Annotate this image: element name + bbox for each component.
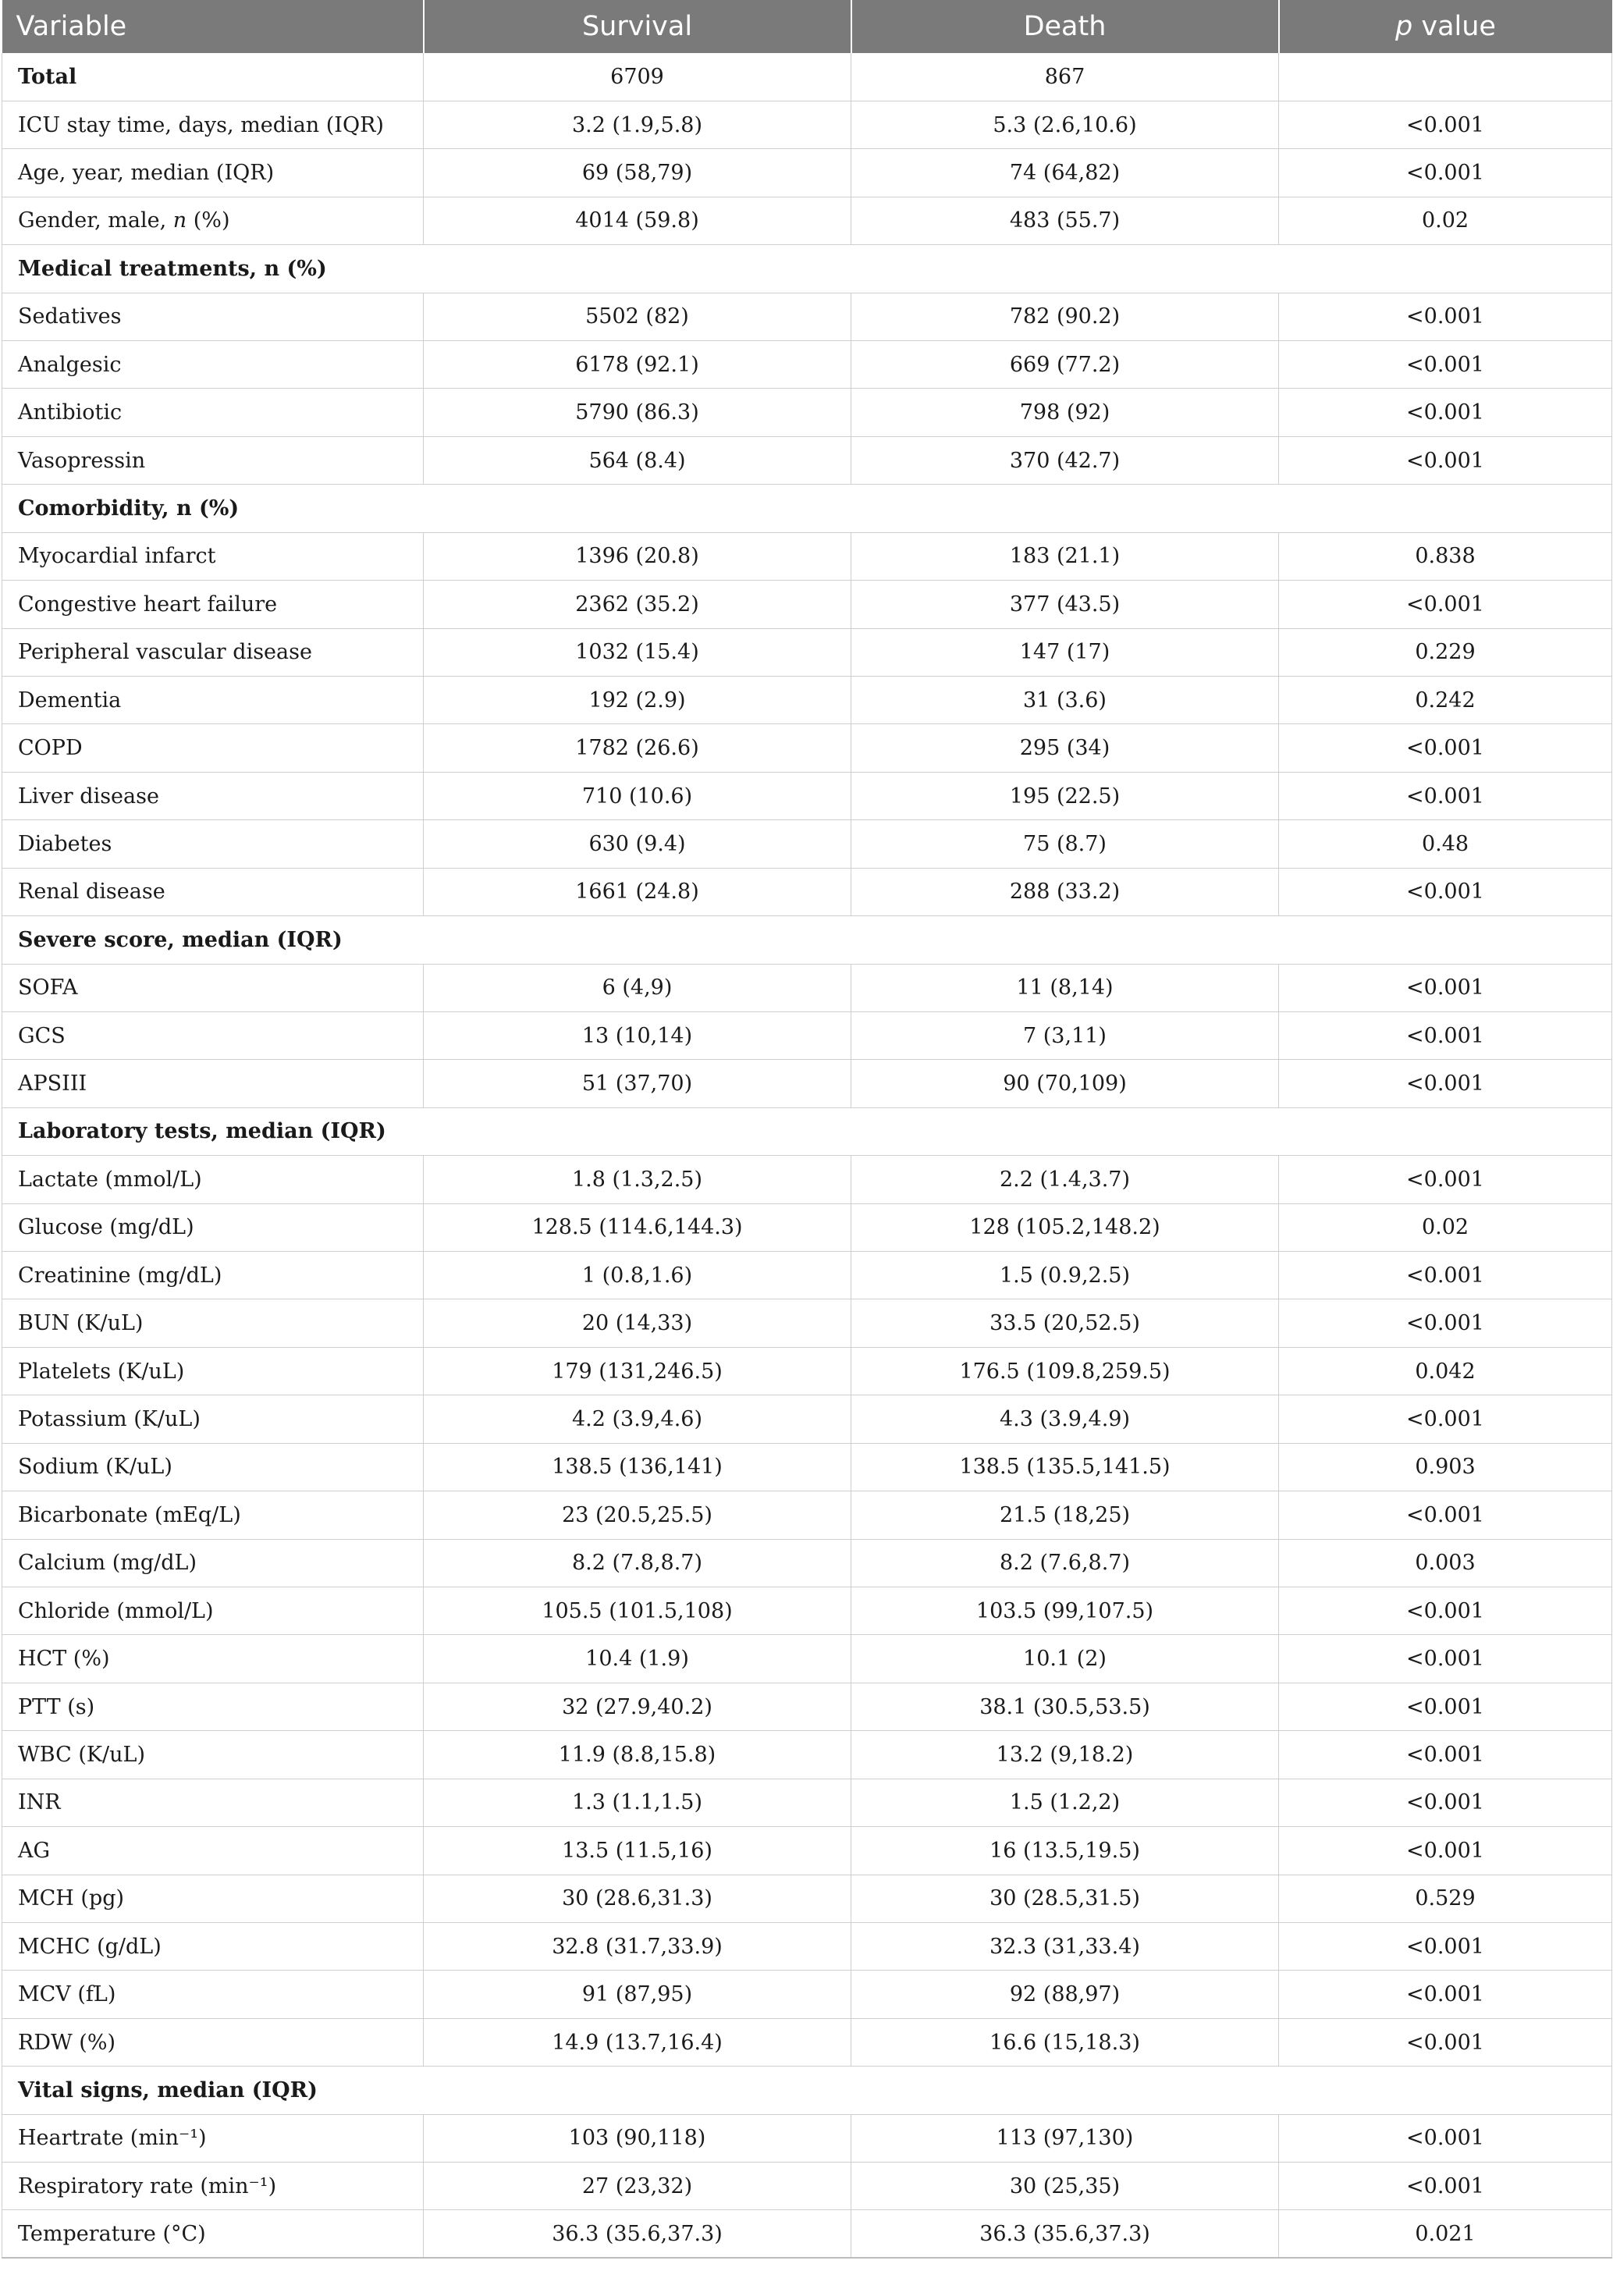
p-value-cell: 0.02 xyxy=(1279,1203,1612,1251)
table-row xyxy=(2,197,1612,244)
p-value-cell: <0.001 xyxy=(1279,868,1612,915)
death-cell: 138.5 (135.5,141.5) xyxy=(851,1443,1279,1491)
table-row xyxy=(2,1060,1612,1107)
variable-cell: Peripheral vascular disease xyxy=(2,628,424,676)
variable-cell: Myocardial infarct xyxy=(2,532,424,580)
p-value-cell: <0.001 xyxy=(1279,1731,1612,1779)
p-value-cell: <0.001 xyxy=(1279,1971,1612,2018)
survival-cell: 32.8 (31.7,33.9) xyxy=(424,1922,851,1970)
survival-cell: 192 (2.9) xyxy=(424,676,851,723)
variable-cell: COPD xyxy=(2,724,424,772)
table-row xyxy=(2,1635,1612,1683)
variable-cell: Bicarbonate (mEq/L) xyxy=(2,1491,424,1539)
table-row xyxy=(2,724,1612,772)
survival-cell: 5502 (82) xyxy=(424,293,851,340)
variable-cell: Antibiotic xyxy=(2,389,424,436)
death-cell: 36.3 (35.6,37.3) xyxy=(851,2210,1279,2258)
death-cell: 798 (92) xyxy=(851,389,1279,436)
variable-cell xyxy=(2,197,424,244)
death-cell: 1.5 (0.9,2.5) xyxy=(851,1252,1279,1299)
death-cell: 30 (28.5,31.5) xyxy=(851,1875,1279,1922)
p-value-cell: <0.001 xyxy=(1279,2114,1612,2162)
death-cell: 370 (42.7) xyxy=(851,436,1279,484)
survival-cell: 23 (20.5,25.5) xyxy=(424,1491,851,1539)
table-row xyxy=(2,1683,1612,1730)
variable-cell: RDW (%) xyxy=(2,2018,424,2066)
death-cell: 377 (43.5) xyxy=(851,581,1279,628)
p-value-cell: <0.001 xyxy=(1279,1299,1612,1347)
section-header-row xyxy=(2,916,1612,964)
table-row xyxy=(2,820,1612,868)
p-value-cell: <0.001 xyxy=(1279,436,1612,484)
table-row xyxy=(2,1779,1612,1826)
death-cell: 31 (3.6) xyxy=(851,676,1279,723)
table-row xyxy=(2,1971,1612,2018)
death-cell: 90 (70,109) xyxy=(851,1060,1279,1107)
death-cell: 2.2 (1.4,3.7) xyxy=(851,1156,1279,1203)
table-row xyxy=(2,293,1612,340)
variable-cell: Sodium (K/uL) xyxy=(2,1443,424,1491)
survival-cell: 2362 (35.2) xyxy=(424,581,851,628)
variable-cell: HCT (%) xyxy=(2,1635,424,1683)
section-header-row xyxy=(2,485,1612,532)
baseline-characteristics-table xyxy=(2,0,1612,2259)
death-cell: 183 (21.1) xyxy=(851,532,1279,580)
p-value-cell: 0.242 xyxy=(1279,676,1612,723)
table-row xyxy=(2,1875,1612,1922)
survival-cell: 4014 (59.8) xyxy=(424,197,851,244)
section-label: Laboratory tests, median (IQR) xyxy=(2,1107,1612,1155)
table-row xyxy=(2,149,1612,197)
survival-cell: 105.5 (101.5,108) xyxy=(424,1587,851,1635)
p-value-cell: <0.001 xyxy=(1279,1395,1612,1443)
p-value-cell: <0.001 xyxy=(1279,389,1612,436)
variable-cell: Total xyxy=(2,53,424,101)
survival-cell: 91 (87,95) xyxy=(424,1971,851,2018)
variable-cell: SOFA xyxy=(2,964,424,1011)
p-value-cell: <0.001 xyxy=(1279,724,1612,772)
table-row xyxy=(2,964,1612,1011)
table-row xyxy=(2,676,1612,723)
p-value-cell: 0.838 xyxy=(1279,532,1612,580)
variable-cell: Liver disease xyxy=(2,772,424,819)
survival-cell: 69 (58,79) xyxy=(424,149,851,197)
death-cell: 288 (33.2) xyxy=(851,868,1279,915)
variable-cell: MCHC (g/dL) xyxy=(2,1922,424,1970)
death-cell: 11 (8,14) xyxy=(851,964,1279,1011)
p-value-cell: <0.001 xyxy=(1279,1827,1612,1875)
death-cell: 33.5 (20,52.5) xyxy=(851,1299,1279,1347)
p-value-cell: <0.001 xyxy=(1279,2163,1612,2210)
variable-cell: INR xyxy=(2,1779,424,1826)
survival-cell: 6178 (92.1) xyxy=(424,341,851,389)
variable-cell: WBC (K/uL) xyxy=(2,1731,424,1779)
p-value-cell xyxy=(1279,53,1612,101)
table-row xyxy=(2,581,1612,628)
p-value-cell: <0.001 xyxy=(1279,1635,1612,1683)
p-value-cell: 0.021 xyxy=(1279,2210,1612,2258)
variable-cell: Glucose (mg/dL) xyxy=(2,1203,424,1251)
death-cell: 4.3 (3.9,4.9) xyxy=(851,1395,1279,1443)
variable-cell: Temperature (°C) xyxy=(2,2210,424,2258)
survival-cell: 1.8 (1.3,2.5) xyxy=(424,1156,851,1203)
total-row xyxy=(2,53,1612,101)
p-value-cell: <0.001 xyxy=(1279,1252,1612,1299)
table-header xyxy=(2,0,1612,53)
death-cell: 483 (55.7) xyxy=(851,197,1279,244)
p-value-cell: <0.001 xyxy=(1279,1683,1612,1730)
death-cell: 32.3 (31,33.4) xyxy=(851,1922,1279,1970)
survival-cell: 3.2 (1.9,5.8) xyxy=(424,101,851,148)
variable-cell: Chloride (mmol/L) xyxy=(2,1587,424,1635)
variable-cell: Respiratory rate (min⁻¹) xyxy=(2,2163,424,2210)
death-cell: 1.5 (1.2,2) xyxy=(851,1779,1279,1826)
table-row xyxy=(2,628,1612,676)
p-value-cell: <0.001 xyxy=(1279,101,1612,148)
survival-cell: 630 (9.4) xyxy=(424,820,851,868)
table-row xyxy=(2,1827,1612,1875)
header-row xyxy=(2,0,1612,53)
survival-cell: 13 (10,14) xyxy=(424,1011,851,1059)
variable-cell: MCH (pg) xyxy=(2,1875,424,1922)
p-value-cell: <0.001 xyxy=(1279,1011,1612,1059)
section-header-row xyxy=(2,1107,1612,1155)
table-row xyxy=(2,1011,1612,1059)
death-cell: 128 (105.2,148.2) xyxy=(851,1203,1279,1251)
survival-cell: 27 (23,32) xyxy=(424,2163,851,2210)
table-row xyxy=(2,1539,1612,1587)
variable-label-italic: n xyxy=(172,208,187,233)
variable-label-pre: Gender, male, xyxy=(18,208,173,233)
table-row xyxy=(2,101,1612,148)
table-row xyxy=(2,1395,1612,1443)
variable-cell: AG xyxy=(2,1827,424,1875)
survival-cell: 8.2 (7.8,8.7) xyxy=(424,1539,851,1587)
death-cell: 75 (8.7) xyxy=(851,820,1279,868)
variable-label-post: (%) xyxy=(187,208,230,233)
death-cell: 16.6 (15,18.3) xyxy=(851,2018,1279,2066)
table-row xyxy=(2,1731,1612,1779)
survival-cell: 6 (4,9) xyxy=(424,964,851,1011)
p-value-cell: <0.001 xyxy=(1279,1060,1612,1107)
p-value-cell: <0.001 xyxy=(1279,964,1612,1011)
table-row xyxy=(2,1299,1612,1347)
death-cell: 13.2 (9,18.2) xyxy=(851,1731,1279,1779)
variable-cell: MCV (fL) xyxy=(2,1971,424,2018)
survival-cell: 564 (8.4) xyxy=(424,436,851,484)
table-row xyxy=(2,2114,1612,2162)
section-header-row xyxy=(2,2067,1612,2114)
p-value-cell: <0.001 xyxy=(1279,1922,1612,1970)
p-value-cell: <0.001 xyxy=(1279,2018,1612,2066)
table-row xyxy=(2,389,1612,436)
header-variable: Variable xyxy=(2,0,424,53)
variable-cell: Renal disease xyxy=(2,868,424,915)
death-cell: 867 xyxy=(851,53,1279,101)
table-row xyxy=(2,2210,1612,2258)
header-survival: Survival xyxy=(424,0,851,53)
survival-cell: 710 (10.6) xyxy=(424,772,851,819)
header-p-italic: p xyxy=(1395,11,1413,42)
survival-cell: 51 (37,70) xyxy=(424,1060,851,1107)
p-value-cell: <0.001 xyxy=(1279,1491,1612,1539)
variable-cell: GCS xyxy=(2,1011,424,1059)
death-cell: 782 (90.2) xyxy=(851,293,1279,340)
variable-cell: PTT (s) xyxy=(2,1683,424,1730)
p-value-cell: <0.001 xyxy=(1279,293,1612,340)
survival-cell: 1032 (15.4) xyxy=(424,628,851,676)
survival-cell: 1782 (26.6) xyxy=(424,724,851,772)
p-value-cell: <0.001 xyxy=(1279,772,1612,819)
variable-cell: APSIII xyxy=(2,1060,424,1107)
death-cell: 38.1 (30.5,53.5) xyxy=(851,1683,1279,1730)
table-row xyxy=(2,2018,1612,2066)
death-cell: 176.5 (109.8,259.5) xyxy=(851,1347,1279,1395)
survival-cell: 20 (14,33) xyxy=(424,1299,851,1347)
p-value-cell: 0.48 xyxy=(1279,820,1612,868)
section-label: Comorbidity, n (%) xyxy=(2,485,1612,532)
p-value-cell: <0.001 xyxy=(1279,341,1612,389)
death-cell: 16 (13.5,19.5) xyxy=(851,1827,1279,1875)
survival-cell: 5790 (86.3) xyxy=(424,389,851,436)
survival-cell: 103 (90,118) xyxy=(424,2114,851,2162)
variable-cell: Diabetes xyxy=(2,820,424,868)
variable-cell: Age, year, median (IQR) xyxy=(2,149,424,197)
survival-cell: 11.9 (8.8,15.8) xyxy=(424,1731,851,1779)
survival-cell: 1.3 (1.1,1.5) xyxy=(424,1779,851,1826)
p-value-cell: 0.042 xyxy=(1279,1347,1612,1395)
table-row xyxy=(2,2163,1612,2210)
variable-cell: Lactate (mmol/L) xyxy=(2,1156,424,1203)
p-value-cell: 0.02 xyxy=(1279,197,1612,244)
variable-cell: Platelets (K/uL) xyxy=(2,1347,424,1395)
header-p-value xyxy=(1279,0,1612,53)
header-death: Death xyxy=(851,0,1279,53)
table-row xyxy=(2,532,1612,580)
section-label: Medical treatments, n (%) xyxy=(2,245,1612,293)
p-value-cell: 0.903 xyxy=(1279,1443,1612,1491)
p-value-cell: 0.003 xyxy=(1279,1539,1612,1587)
table-row xyxy=(2,1252,1612,1299)
death-cell: 113 (97,130) xyxy=(851,2114,1279,2162)
death-cell: 5.3 (2.6,10.6) xyxy=(851,101,1279,148)
survival-cell: 1396 (20.8) xyxy=(424,532,851,580)
table-row xyxy=(2,772,1612,819)
survival-cell: 13.5 (11.5,16) xyxy=(424,1827,851,1875)
p-value-cell: <0.001 xyxy=(1279,581,1612,628)
table-row xyxy=(2,1443,1612,1491)
p-value-cell: 0.529 xyxy=(1279,1875,1612,1922)
section-header-row xyxy=(2,245,1612,293)
table-row xyxy=(2,1491,1612,1539)
survival-cell: 30 (28.6,31.3) xyxy=(424,1875,851,1922)
variable-cell: Creatinine (mg/dL) xyxy=(2,1252,424,1299)
death-cell: 74 (64,82) xyxy=(851,149,1279,197)
survival-cell: 32 (27.9,40.2) xyxy=(424,1683,851,1730)
variable-cell: Potassium (K/uL) xyxy=(2,1395,424,1443)
survival-cell: 4.2 (3.9,4.6) xyxy=(424,1395,851,1443)
survival-cell: 179 (131,246.5) xyxy=(424,1347,851,1395)
death-cell: 30 (25,35) xyxy=(851,2163,1279,2210)
survival-cell: 1 (0.8,1.6) xyxy=(424,1252,851,1299)
variable-cell: Calcium (mg/dL) xyxy=(2,1539,424,1587)
death-cell: 8.2 (7.6,8.7) xyxy=(851,1539,1279,1587)
variable-cell: ICU stay time, days, median (IQR) xyxy=(2,101,424,148)
table-row xyxy=(2,341,1612,389)
table-row xyxy=(2,436,1612,484)
death-cell: 103.5 (99,107.5) xyxy=(851,1587,1279,1635)
death-cell: 669 (77.2) xyxy=(851,341,1279,389)
p-value-cell: <0.001 xyxy=(1279,1779,1612,1826)
death-cell: 195 (22.5) xyxy=(851,772,1279,819)
variable-cell: Congestive heart failure xyxy=(2,581,424,628)
p-value-cell: 0.229 xyxy=(1279,628,1612,676)
death-cell: 10.1 (2) xyxy=(851,1635,1279,1683)
section-label: Severe score, median (IQR) xyxy=(2,916,1612,964)
header-p-rest: value xyxy=(1412,11,1496,42)
variable-cell: Analgesic xyxy=(2,341,424,389)
variable-cell: Vasopressin xyxy=(2,436,424,484)
section-label: Vital signs, median (IQR) xyxy=(2,2067,1612,2114)
death-cell: 295 (34) xyxy=(851,724,1279,772)
death-cell: 7 (3,11) xyxy=(851,1011,1279,1059)
table-row xyxy=(2,1347,1612,1395)
survival-cell: 36.3 (35.6,37.3) xyxy=(424,2210,851,2258)
survival-cell: 14.9 (13.7,16.4) xyxy=(424,2018,851,2066)
death-cell: 21.5 (18,25) xyxy=(851,1491,1279,1539)
table-row xyxy=(2,1203,1612,1251)
death-cell: 92 (88,97) xyxy=(851,1971,1279,2018)
survival-cell: 138.5 (136,141) xyxy=(424,1443,851,1491)
table-row xyxy=(2,1922,1612,1970)
p-value-cell: <0.001 xyxy=(1279,1587,1612,1635)
variable-cell: Sedatives xyxy=(2,293,424,340)
table-body xyxy=(2,53,1612,2258)
table-row xyxy=(2,1587,1612,1635)
survival-cell: 1661 (24.8) xyxy=(424,868,851,915)
table-row xyxy=(2,1156,1612,1203)
survival-cell: 6709 xyxy=(424,53,851,101)
survival-cell: 10.4 (1.9) xyxy=(424,1635,851,1683)
p-value-cell: <0.001 xyxy=(1279,149,1612,197)
variable-cell: Heartrate (min⁻¹) xyxy=(2,2114,424,2162)
variable-cell: BUN (K/uL) xyxy=(2,1299,424,1347)
variable-cell: Dementia xyxy=(2,676,424,723)
death-cell: 147 (17) xyxy=(851,628,1279,676)
p-value-cell: <0.001 xyxy=(1279,1156,1612,1203)
survival-cell: 128.5 (114.6,144.3) xyxy=(424,1203,851,1251)
table-row xyxy=(2,868,1612,915)
